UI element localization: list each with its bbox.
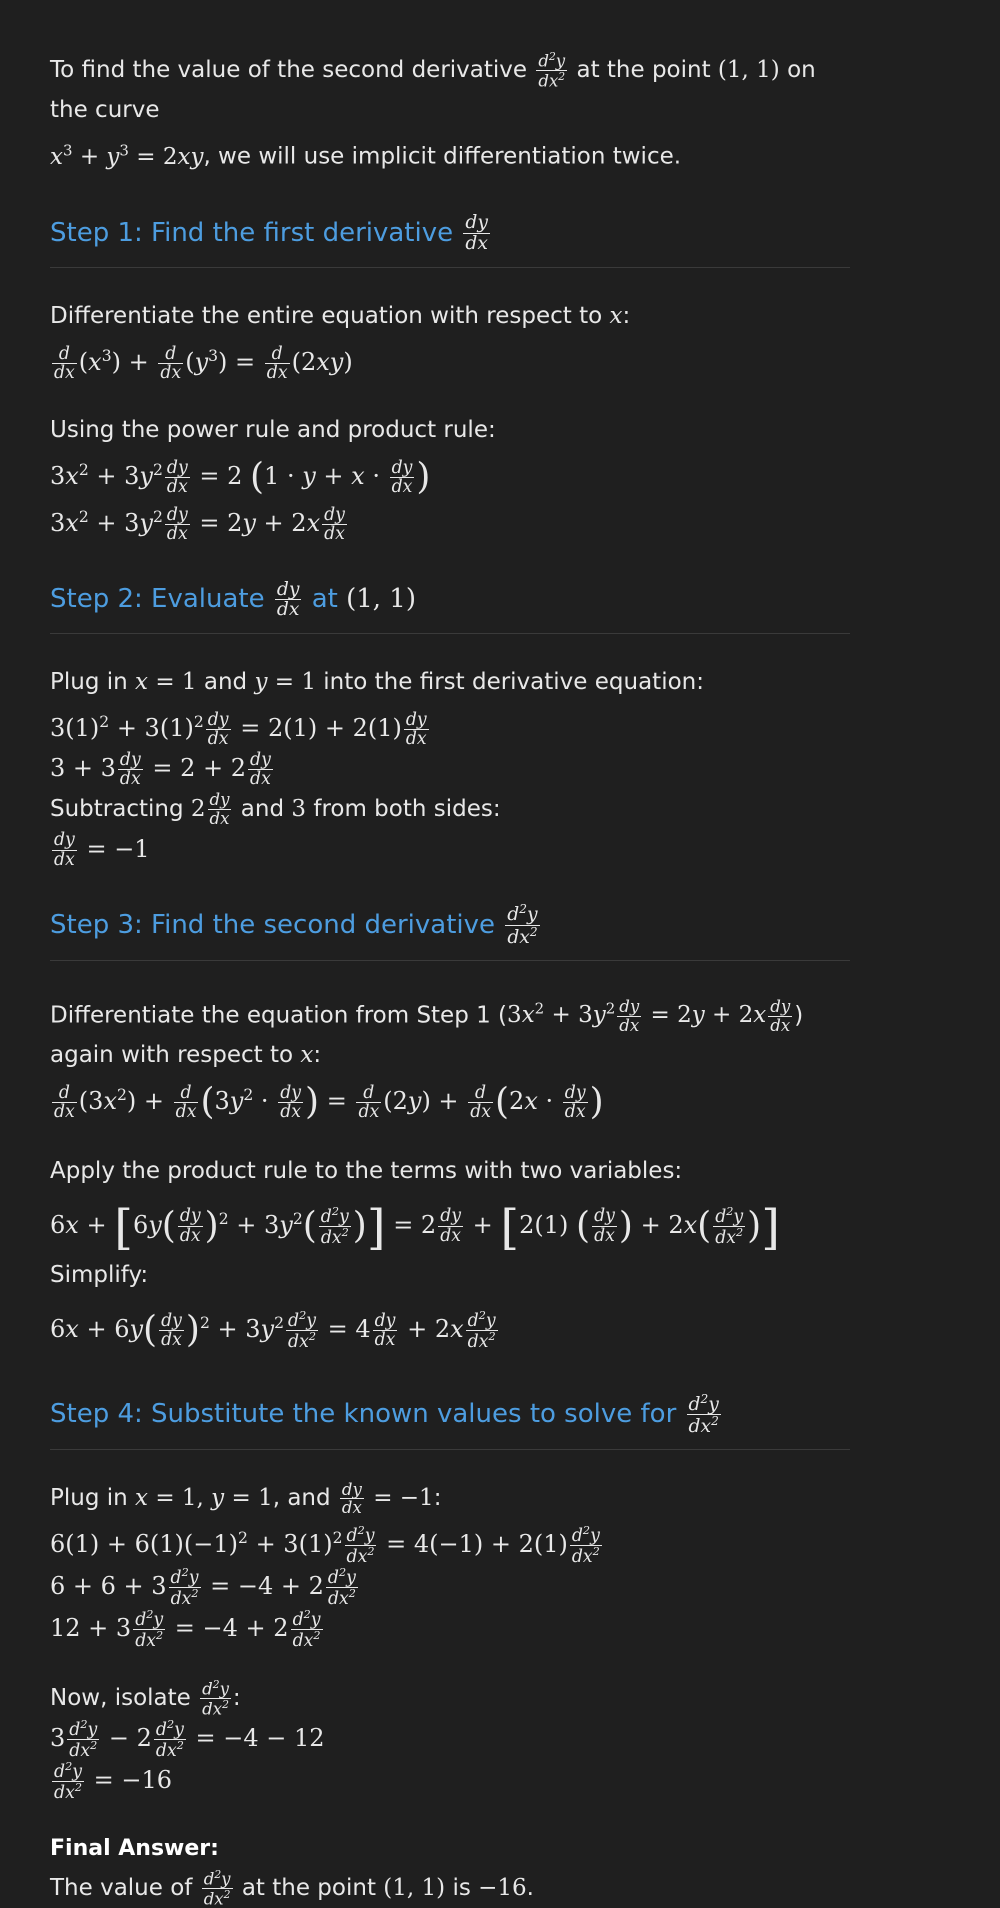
equation: 6x + [6y( $\frac{dy}{dx}$ )$^2 + 3y^2$( $\frac{d^2y}{dx^2}$ )] = 2 $\frac{dy}{dx}$ + [2(1) ( $\frac{dy}{dx}$ ) + 2x( $\frac{d^2y}{dx^2}$ )] (50, 1199, 780, 1256)
step3-paragraph: Simplify: (50, 1262, 149, 1289)
intro-paragraph: To find the value of the second derivative $\frac{d^2y}{dx^2}$ at the point (1, 1) on the curve $x^3 + y^3 = 2xy$, we will use implicit differentiation twice. (50, 50, 816, 170)
intro-text: at the point (576, 57, 711, 83)
intro-text: on the curve (50, 57, 816, 123)
equation: $\frac{d}{dx}$ $(3x^2)$ + $\frac{d}{dx}$ ($3y^2$ · $\frac{dy}{dx}$ ) = $\frac{d}{dx}$ (2y) + $\frac{d}{dx}$ (2x · $\frac{dy}{dx}$ ) (54, 1081, 604, 1123)
step3-heading: Step 3: Find the second derivative $\frac{d^2y}{dx^2}$ (50, 897, 850, 961)
step1-paragraph: Using the power rule and product rule: (50, 416, 496, 443)
equation: $3(1)^2 + 3(1)^2$ $\frac{dy}{dx}$ = 2(1) + 2(1) $\frac{dy}{dx}$ (50, 710, 427, 750)
equation: $\frac{d^2y}{dx^2}$ = −16 (54, 1759, 172, 1803)
equation: 6x + 6y( $\frac{dy}{dx}$ )$^2 + 3y^2$ $\frac{d^2y}{dx^2}$ = 4 $\frac{dy}{dx}$ + 2x $\frac{d^2y}{dx^2}$ (50, 1309, 496, 1352)
equation: $6(1) + 6(1)(-1)^2 + 3(1)^2$ $\frac{d^2y}{dx^2}$ = 4(−1) + 2(1) $\frac{d^2y}{dx^2}$ (50, 1524, 600, 1567)
intro-text: To find the value of the second derivative (50, 57, 528, 83)
step2-heading: Step 2: Evaluate $\frac{dy}{dx}$ at (1, 1) (50, 571, 850, 634)
intro-text: , we will use implicit differentiation twice. (203, 143, 682, 170)
step4-paragraph: Plug in x = 1, y = 1, and $\frac{dy}{dx}$ = −1: (50, 1479, 442, 1518)
step3-paragraph: Differentiate the equation from Step 1 ($3x^2 + 3y^2$ $\frac{dy}{dx}$ = 2y + 2x $\frac{dy}{dx}$ ) again with respect to x: (50, 997, 804, 1069)
final-answer-text: The value of $\frac{d^2y}{dx^2}$ at the point (1, 1) is −16. (50, 1867, 534, 1908)
equation: $\frac{dy}{dx}$ = −1 (54, 830, 150, 870)
equation: $\frac{d}{dx}$ $(x^3)$ + $\frac{d}{dx}$ $(y^3)$ = $\frac{d}{dx}$ (2xy) (54, 343, 353, 383)
step2-paragraph: Plug in x = 1 and y = 1 into the first derivative equation: (50, 669, 704, 696)
equation: 12 + 3 $\frac{d^2y}{dx^2}$ = −4 + 2 $\frac{d^2y}{dx^2}$ (50, 1608, 321, 1651)
equation: $3x^2 + 3y^2$ $\frac{dy}{dx}$ = 2 (1 · y + x · $\frac{dy}{dx}$ ) (50, 456, 431, 498)
equation: $3x^2 + 3y^2$ $\frac{dy}{dx}$ = 2y + 2x $\frac{dy}{dx}$ (50, 504, 345, 545)
step1-paragraph: Differentiate the entire equation with respect to x: (50, 302, 631, 329)
step4-paragraph: Now, isolate $\frac{d^2y}{dx^2}$ : (50, 1678, 241, 1719)
final-answer-label: Final Answer: (50, 1835, 219, 1861)
equation: 3 $\frac{d^2y}{dx^2}$ − 2 $\frac{d^2y}{dx^2}$ = −4 − 12 (50, 1718, 325, 1761)
equation: 6 + 6 + 3 $\frac{d^2y}{dx^2}$ = −4 + 2 $\frac{d^2y}{dx^2}$ (50, 1566, 356, 1609)
step3-paragraph: Apply the product rule to the terms with two variables: (50, 1157, 683, 1184)
step4-heading: Step 4: Substitute the known values to solve for $\frac{d^2y}{dx^2}$ (50, 1386, 850, 1450)
equation: 3 + 3 $\frac{dy}{dx}$ = 2 + 2 $\frac{dy}{dx}$ (50, 750, 271, 790)
step2-paragraph: Subtracting 2 $\frac{dy}{dx}$ and 3 from both sides: (50, 790, 501, 828)
step1-heading: Step 1: Find the first derivative $\frac{dy}{dx}$ (50, 205, 850, 268)
